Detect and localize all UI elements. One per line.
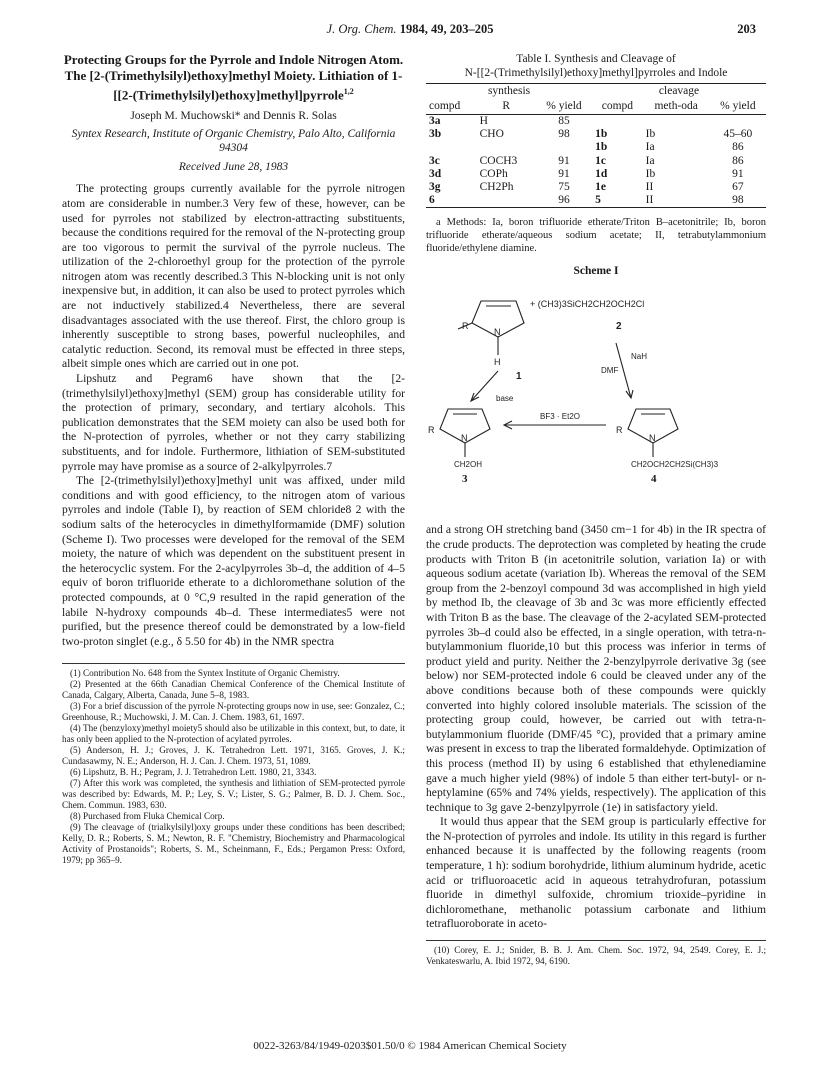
table-cell: 86 [732,141,744,154]
table-cell: 1b [595,141,608,154]
table-cell: 3g [429,181,441,194]
table-row [426,141,766,154]
scheme-compound-numbers [426,473,766,489]
table-cell: 98 [732,194,744,207]
table-cell [477,194,536,208]
table-cell: 45–60 [723,128,753,141]
scheme-r-label: R [428,425,435,436]
table-cell: 1d [595,167,608,180]
table-cell: 3a [429,115,441,127]
article-title-text: Protecting Groups for the Pyrrole and Indole Nitrogen Atom. The [2-(Trimethylsilyl)ethoxy]methyl Moiety. Lithiation of 1-[[2-(Trimethylsilyl)ethoxy]methyl]pyrrole [63,52,404,103]
table-cell: H [479,115,488,127]
paragraph: It would thus appear that the SEM group is particularly effective for the N-protection of pyrroles and indole. Its utility in this regard is further enhanced because it is unaffected by the following reagents (room temperature, 1 h): sodium borohydride, lithium aluminum hydride, acetic acid or trifluoroacetic acid in aqueous tetrahydrofuran, potassium fluoride in dimethyl sulfoxide, chromium trioxide–pyridine in dichloromethane, methanolic potassium carbonate and lithium tetrafluoroborate in aceto- [426,815,766,931]
running-head [0,22,820,40]
column-header: compd [601,100,634,112]
left-body [62,182,405,649]
table-cell: 1e [595,181,606,194]
footnote: (10) Corey, E. J.; Snider, B. B. J. Am. Chem. Soc. 1972, 94, 2549. Corey, E. J.; Venkateswarlu, A. Ibid 1972, 94, 6190. [426,945,766,967]
scheme-h-label: H [494,357,501,368]
table-cell [536,141,592,154]
right-body [426,523,766,932]
footnote: (3) For a brief discussion of the pyrrole N-protecting groups now in use, see: Gonzalez, C.; Greenhouse, R.; Muchowski, J. M. Can. J. Chem. 1983, 61, 1697. [62,701,405,723]
table-caption [426,52,766,80]
table-cell: II [645,181,654,194]
received-date: Received June 28, 1983 [178,161,289,174]
table-row [426,155,766,168]
table-cell [643,115,710,129]
right-column [426,52,766,967]
scheme-n-label: N [649,433,656,444]
data-table [426,83,766,208]
column-header: compd [429,100,461,112]
page-number: 203 [737,22,756,36]
paragraph: Lipshutz and Pegram6 have shown that the [2-(trimethylsilyl)ethoxy]methyl (SEM) group has considerable utility for the protection of primary, secondary, and tertiary alcohols. This publication demonstrates that the SEM moiety can also be used both for the N-protection of pyrroles, whether or not they carry stabilizing substituents, and for indole. Furthermore, lithiation of SEM-substituted pyrrole may have promise as a source of 2-alkylpyrroles.7 [62,372,405,473]
table-cell: CH2Ph [479,181,514,194]
column-header: R [502,100,511,112]
table-cell [477,141,536,154]
table-cell: 3b [429,128,442,141]
table-body [426,115,766,208]
paragraph: The protecting groups currently available for the pyrrole nitrogen atom are considerable in number.3 Very few of these, however, can be used for pyrroles not stabilized by electron-attracting substituents, because the conditions required for the removal of the N-protecting group are too vigorous to permit the survival of the pyrrole nucleus. The utilization of the 2-chloroethyl group for the protection of the pyrrole nitrogen atom was recently described.3 This N-blocking unit is not only inexpensive but, in addition, it can also be used to protect pyrroles which are not inductively stabilized.4 Nevertheless, there are several disadvantages associated with the use thereof. First, the chloro group is inherently susceptible to strong bases, powerful nucleophiles, and catalytic reduction. Second, its removal must be effected in three steps, albeit simple ones which are carried out in one pot. [62,182,405,371]
footnote: (5) Anderson, H. J.; Groves, J. K. Tetrahedron Lett. 1971, 3165. Groves, J. K.; Cundasawmy, N. E.; Anderson, H. J. Can. J. Chem. 1973, 51, 1089. [62,745,405,767]
column-header: meth-oda [654,100,698,112]
running-head-citation [0,22,820,37]
footnote: (8) Purchased from Fluka Chemical Corp. [70,811,225,822]
compound-label-3: 3 [462,473,468,486]
scheme-r-label: R [616,425,623,436]
scheme-diagram [426,283,766,486]
scheme-base: base [496,394,514,404]
affiliation: Syntex Research, Institute of Organic Chemistry, Palo Alto, California 94304 [71,128,396,155]
table-cell: 85 [558,115,570,127]
paragraph: The [2-(trimethylsilyl)ethoxy]methyl unit was affixed, under mild conditions and with good efficiency, to the nitrogen atom of various pyrroles and indole (Table I), by reaction of SEM chloride8 2 with the sodium salts of the heterocycles in dimethylformamide (DMF) solution (Scheme I). Two processes were developed for the removal of the SEM moiety, the nature of which was dependent on the substituent present in the heterocyclic system. For the 2-acylpyrroles 3b–d, the addition of 4–5 equiv of boron trifluoride etherate to a dichloromethane solution of the protected compounds, at 0 °C,9 resulted in the rapid generation of the labile N-hydroxy compounds 4b–d. These intermediates5 were not purified, but the presence thereof could be demonstrated by a low-field two-proton singlet (e.g., δ 5.50 for 4b) in the NMR spectra [62,474,405,648]
table-caption-line: N-[[2-(Trimethylsilyl)ethoxy]methyl]pyrroles and Indole [464,67,728,79]
table-caption-line: Table I. Synthesis and Cleavage of [516,53,676,65]
table-cell: Ia [645,154,655,167]
article-title [62,52,405,103]
table-group-header: cleavage [658,85,700,97]
scheme-r-label: R [462,321,469,332]
table-row [426,181,766,194]
footnote: (1) Contribution No. 648 from the Syntex Institute of Organic Chemistry. [70,668,340,679]
table-cell: 5 [595,194,601,207]
table-row [426,168,766,181]
table-cell: 6 [429,194,435,207]
compound-label-2: 2 [616,321,622,333]
table-cell: CHO [479,128,504,141]
left-column [62,52,405,866]
footnote: (9) The cleavage of (trialkylsilyl)oxy groups under these conditions has been described; Kelly, D. R.; Roberts, S. M.; Newton, R. F. "Chemistry, Biochemistry and Pharmacological Activity of Prostanoids"; Roberts, S. M., Scheinmann, F., Eds.; Pergamon Press: Oxford, 1979; pp 365–9. [62,822,405,866]
scheme-reagent: + (CH3)3SiCH2CH2OCH2Cl [530,299,645,310]
table-cell: 91 [732,167,744,180]
authors: Joseph M. Muchowski* and Dennis R. Solas [130,110,337,123]
table-cell [710,115,766,129]
scheme-dmf: DMF [601,366,619,376]
footnote: (4) The (benzyloxy)methyl moiety5 should also be utilizable in this context, but, to date, it has only been applied to the N-protection of acylated pyrroles. [62,723,405,745]
compound-label-4: 4 [651,473,657,486]
footnote: (7) After this work was completed, the synthesis and lithiation of SEM-protected pyrrole was described by: Edwards, M. P.; Ley, S. V.; Lister, S. G.; Palmer, B. D. J. Chem. Soc., Chem. Commun. 1983, 630. [62,778,405,811]
table-cell: Ib [645,167,656,180]
table-cell: 86 [732,154,744,167]
table-cell: 3d [429,167,442,180]
column-header: % yield [546,100,582,112]
footnote: (6) Lipshutz, B. H.; Pegram, J. J. Tetrahedron Lett. 1980, 21, 3343. [70,767,317,778]
table-group-header: synthesis [487,85,531,97]
table-row [426,115,766,129]
scheme-bf3: BF3 · Et2O [540,412,581,422]
table-cell: 91 [558,154,570,167]
table-cell: 75 [558,181,570,194]
table-cell: 1c [595,154,606,167]
table-cell: 3c [429,154,440,167]
scheme-nah: NaH [631,352,648,362]
table-row [426,194,766,208]
title-footnote-marker: 1,2 [343,87,354,96]
scheme-n-label: N [461,433,468,444]
table-cell: Ib [645,128,656,141]
table-cell: COPh [479,167,508,180]
table-cell: 96 [558,194,570,207]
footnote: (2) Presented at the 66th Canadian Chemical Conference of the Chemical Institute of Canada, Calgary, Alberta, Canada, June 5–8, 1983. [62,679,405,701]
copyright-line: 0022-3263/84/1949-0203$01.50/0 © 1984 American Chemical Society [253,1040,567,1052]
scheme-ch2oh: CH2OH [454,460,483,470]
arrow-line [471,371,498,401]
table-cell [592,115,643,129]
table-cell: II [645,194,654,207]
footnotes [62,663,405,866]
compound-label-1: 1 [516,371,522,383]
table-cell: COCH3 [479,154,518,167]
table-cell: 1b [595,128,608,141]
scheme-sem-sub: CH2OCH2CH2Si(CH3)3 [631,460,719,470]
table-cell: 98 [558,128,570,141]
journal-volume-pages: 1984, 49, 203–205 [399,22,494,36]
table-cell [426,141,477,154]
scheme-title: Scheme I [573,265,619,278]
scheme-n-label: N [494,327,501,338]
table-row [426,128,766,141]
table-cell: 91 [558,167,570,180]
right-footnotes [426,940,766,967]
reaction-scheme [426,283,766,473]
paragraph: and a strong OH stretching band (3450 cm−1 for 4b) in the IR spectra of the crude products. The deprotection was completed by heating the crude products with Triton B (in acetonitrile solution, variation Ia) or with aqueous sodium acetate (variation Ib). Whereas the removal of the SEM group from the 2-benzoyl compound 3d was accomplished in high yield by method Ib, the cleavage of 3b and 3c was more efficiently effected with Triton B as the base. The cleavage of the 2-acylated SEM-protected pyrroles 3b–d could also be effected, in a single operation, with tetra-n-butylammonium fluoride,10 but this process was inferior in terms of product yield and purity. Neither the 2-benzylpyrrole derivative 3g (see below) nor SEM-protected indole 6 could be cleaved under any of the above conditions because both of these compounds were quickly converted into highly colored insoluble materials. The scission of the protecting group could, however, be carried out with tetra-n-butylammonium fluoride (DMF/45 °C), provided that a primary amine was present in excess to trap the liberated formaldehyde. Optimization of this process (method II) by using 6 established that ethylenediamine gave a much higher yield (98%) of indole 5 than either tert-butyl- or n-heptylamine (65% and 74% yields, respectively). The application of this technique to 3g gave 2-benzylpyrrole (1e) in satisfactory yield. [426,523,766,814]
column-header: % yield [720,100,756,112]
table-cell: 67 [732,181,744,194]
table-footnote: a Methods: Ia, boron trifluoride etherate/Triton B–acetonitrile; Ib, boron trifluoride etherate/aqueous sodium acetate; II, tetrabutylammonium fluoride/ethylene diamine. [426,217,766,255]
journal-name: J. Org. Chem. [326,22,397,36]
table-cell: Ia [645,141,655,154]
